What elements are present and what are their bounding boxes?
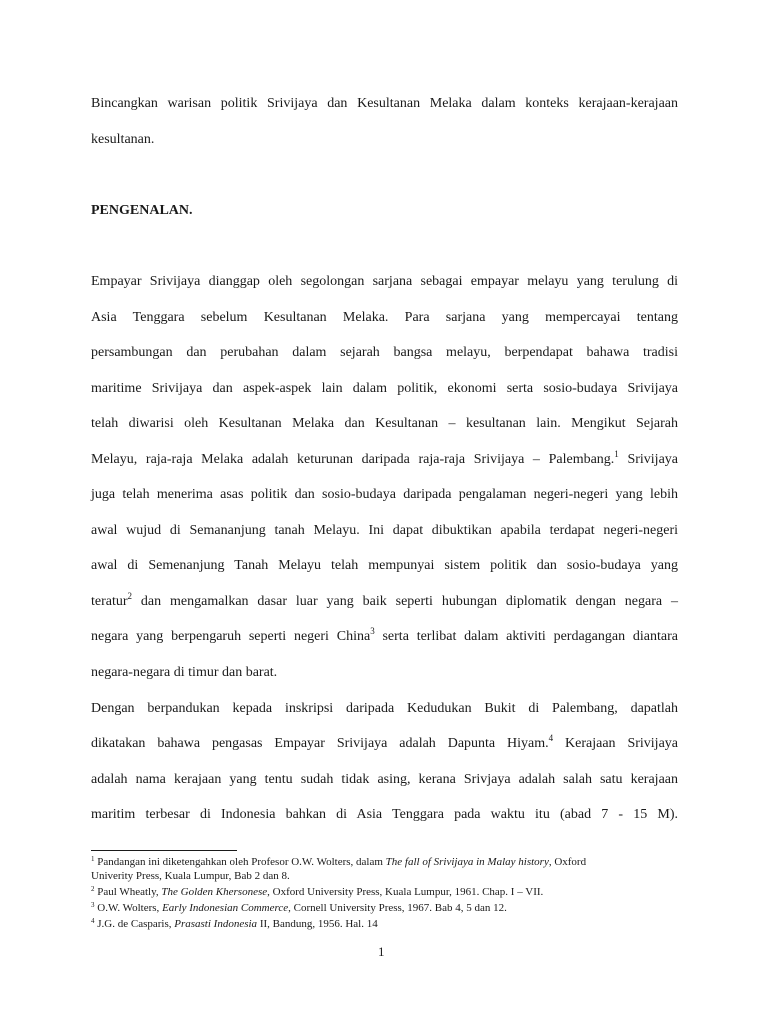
paragraph-1-line: persambungan dan perubahan dalam sejarah bangsa melayu, berpendapat bahawa tradisi — [91, 345, 678, 360]
footnote-1 — [91, 856, 691, 869]
footnote-ref-2[interactable]: 2 — [127, 591, 133, 601]
paragraph-1-line: telah diwarisi oleh Kesultanan Melaka dan Kesultanan – kesultanan lain. Mengikut Sejarah — [91, 416, 678, 431]
paragraph-1-line: negara-negara di timur dan barat. — [91, 665, 278, 680]
footnote-text: , Oxford — [548, 856, 587, 868]
footnote-text: J.G. de Casparis, — [94, 918, 175, 930]
text-run: teratur — [91, 594, 128, 609]
question-line-1: Bincangkan warisan politik Srivijaya dan Kesultanan Melaka dalam konteks kerajaan-kerajaan — [91, 96, 678, 111]
paragraph-2-line: maritim terbesar di Indonesia bahkan di Asia Tenggara pada waktu itu (abad 7 - 15 M). — [91, 807, 678, 822]
footnote-ref-4[interactable]: 4 — [548, 733, 554, 743]
text-run: negara yang berpengaruh seperti negeri China — [91, 629, 371, 644]
text-run: Srivijaya — [618, 452, 678, 467]
footnote-title: The Golden Khersonese — [161, 886, 268, 898]
footnote-3 — [91, 902, 691, 915]
section-heading: PENGENALAN. — [91, 203, 193, 218]
text-run: serta terlibat dalam aktiviti perdagangan diantara — [374, 629, 678, 644]
footnote-text: , Cornell University Press, 1967. Bab 4, 5 dan 12. — [288, 902, 507, 914]
paragraph-1-line — [91, 628, 678, 646]
page-number: 1 — [378, 944, 385, 959]
question-line-2: kesultanan. — [91, 132, 155, 147]
footnote-ref-1[interactable]: 1 — [614, 449, 619, 459]
footnote-1-continued: Univerity Press, Kuala Lumpur, Bab 2 dan 8. — [91, 870, 290, 882]
paragraph-2-line — [91, 735, 678, 753]
footnote-text: II, Bandung, 1956. Hal. 14 — [257, 918, 378, 930]
footnote-4 — [91, 918, 691, 931]
paragraph-1-line — [91, 451, 678, 469]
footnote-title: Prasasti Indonesia — [174, 918, 258, 930]
text-run: Melayu, raja-raja Melaka adalah keturunan daripada raja-raja Srivijaya – Palembang. — [91, 452, 615, 467]
paragraph-1-line: awal di Semenanjung Tanah Melayu telah mempunyai sistem politik dan sosio-budaya yang — [91, 558, 678, 573]
paragraph-2-line: adalah nama kerajaan yang tentu sudah tidak asing, kerana Srivjaya adalah salah satu kerajaan — [91, 772, 678, 787]
text-run: Kerajaan Srivijaya — [553, 736, 678, 751]
paragraph-1-line — [91, 593, 678, 611]
footnote-title: The fall of Srivijaya in Malay history — [385, 856, 549, 868]
footnote-number: 4 — [91, 917, 95, 925]
text-run: dikatakan bahawa pengasas Empayar Srivijaya adalah Dapunta Hiyam. — [91, 736, 549, 751]
paragraph-1-line: juga telah menerima asas politik dan sosio-budaya daripada pengalaman negeri-negeri yang lebih — [91, 487, 678, 502]
paragraph-2-line: Dengan berpandukan kepada inskripsi daripada Kedudukan Bukit di Palembang, dapatlah — [91, 701, 678, 716]
footnote-ref-3[interactable]: 3 — [370, 626, 375, 636]
footnote-2 — [91, 886, 691, 899]
footnote-text: , Oxford University Press, Kuala Lumpur, 1961. Chap. I – VII. — [267, 886, 544, 898]
footnote-text: O.W. Wolters, — [94, 902, 163, 914]
text-run: dan mengamalkan dasar luar yang baik seperti hubungan diplomatik dengan negara – — [132, 594, 678, 609]
footnote-number: 1 — [91, 855, 95, 863]
footnote-separator — [91, 850, 237, 851]
footnote-number: 2 — [91, 885, 95, 893]
paragraph-1-line: Empayar Srivijaya dianggap oleh segolongan sarjana sebagai empayar melayu yang terulung di — [91, 274, 678, 289]
footnote-number: 3 — [91, 901, 95, 909]
footnote-text: Paul Wheatly, — [94, 886, 162, 898]
paragraph-1-line: maritime Srivijaya dan aspek-aspek lain dalam politik, ekonomi serta sosio-budaya Srivijaya — [91, 381, 678, 396]
footnote-title: Early Indonesian Commerce — [162, 902, 289, 914]
footnote-text: Pandangan ini diketengahkan oleh Profesor O.W. Wolters, dalam — [94, 856, 386, 868]
paragraph-1-line: awal wujud di Semananjung tanah Melayu. Ini dapat dibuktikan apabila terdapat negeri-negeri — [91, 523, 678, 538]
paragraph-1-line: Asia Tenggara sebelum Kesultanan Melaka. Para sarjana yang mempercayai tentang — [91, 310, 678, 325]
